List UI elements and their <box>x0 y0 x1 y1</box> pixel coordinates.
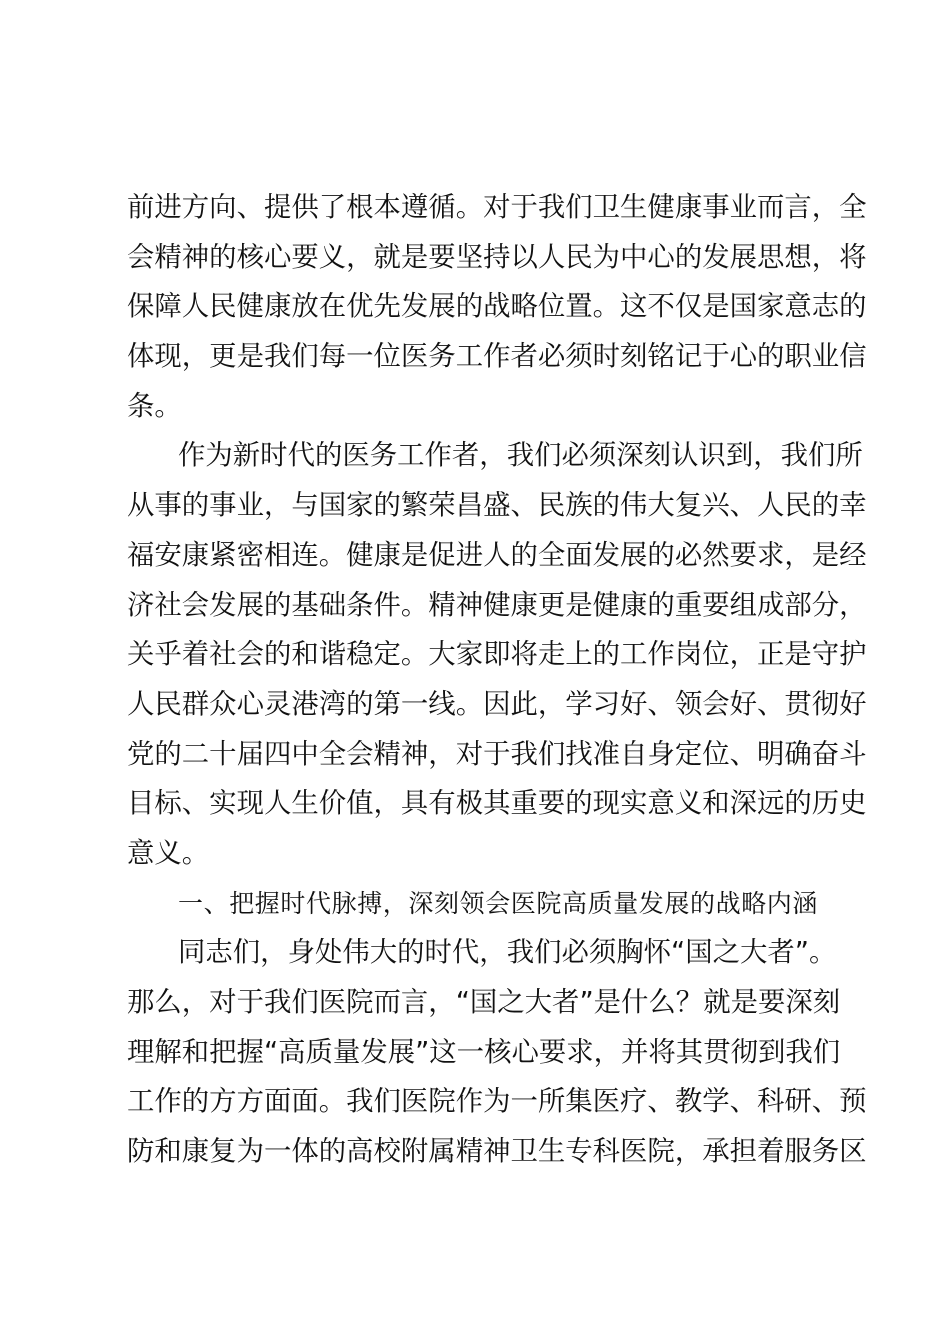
paragraph <box>127 431 867 878</box>
heading-text: 一、把握时代脉搏，深刻领会医院高质量发展的战略内涵 <box>178 888 819 918</box>
text-line: 工作的方方面面。我们医院作为一所集医疗、教学、科研、预 <box>127 1086 867 1118</box>
paragraph <box>127 928 867 1176</box>
text-line: 保障人民健康放在优先发展的战略位置。这不仅是国家意志的 <box>127 291 867 323</box>
document-page <box>127 183 867 1177</box>
text-line: 从事的事业，与国家的繁荣昌盛、民族的伟大复兴、人民的幸 <box>127 490 867 522</box>
text-line: 体现，更是我们每一位医务工作者必须时刻铭记于心的职业信 <box>127 341 867 373</box>
text-line: 作为新时代的医务工作者，我们必须深刻认识到，我们所 <box>178 440 863 472</box>
text-line: 防和康复为一体的高校附属精神卫生专科医院，承担着服务区 <box>127 1136 867 1168</box>
text-line: 人民群众心灵港湾的第一线。因此，学习好、领会好、贯彻好 <box>127 688 867 720</box>
text-line: 党的二十届四中全会精神，对于我们找准自身定位、明确奋斗 <box>127 738 867 770</box>
text-line: 意义。 <box>127 837 210 869</box>
text-line: 前进方向、提供了根本遵循。对于我们卫生健康事业而言，全 <box>127 192 867 223</box>
paragraph <box>127 183 867 431</box>
text-line: 那么，对于我们医院而言，“国之大者”是什么？就是要深刻 <box>127 987 841 1018</box>
text-line: 关乎着社会的和谐稳定。大家即将走上的工作岗位，正是守护 <box>127 639 867 671</box>
text-line: 理解和把握“高质量发展”这一核心要求，并将其贯彻到我们 <box>127 1036 841 1068</box>
text-line: 福安康紧密相连。健康是促进人的全面发展的必然要求，是经 <box>127 539 867 571</box>
text-line: 济社会发展的基础条件。精神健康更是健康的重要组成部分， <box>127 589 867 621</box>
text-line: 同志们，身处伟大的时代，我们必须胸怀“国之大者”。 <box>178 937 837 969</box>
text-line: 条。 <box>127 390 182 422</box>
text-line: 目标、实现人生价值，具有极其重要的现实意义和深远的历史 <box>127 788 867 820</box>
section-heading <box>127 879 831 929</box>
text-line: 会精神的核心要义，就是要坚持以人民为中心的发展思想，将 <box>127 241 867 273</box>
